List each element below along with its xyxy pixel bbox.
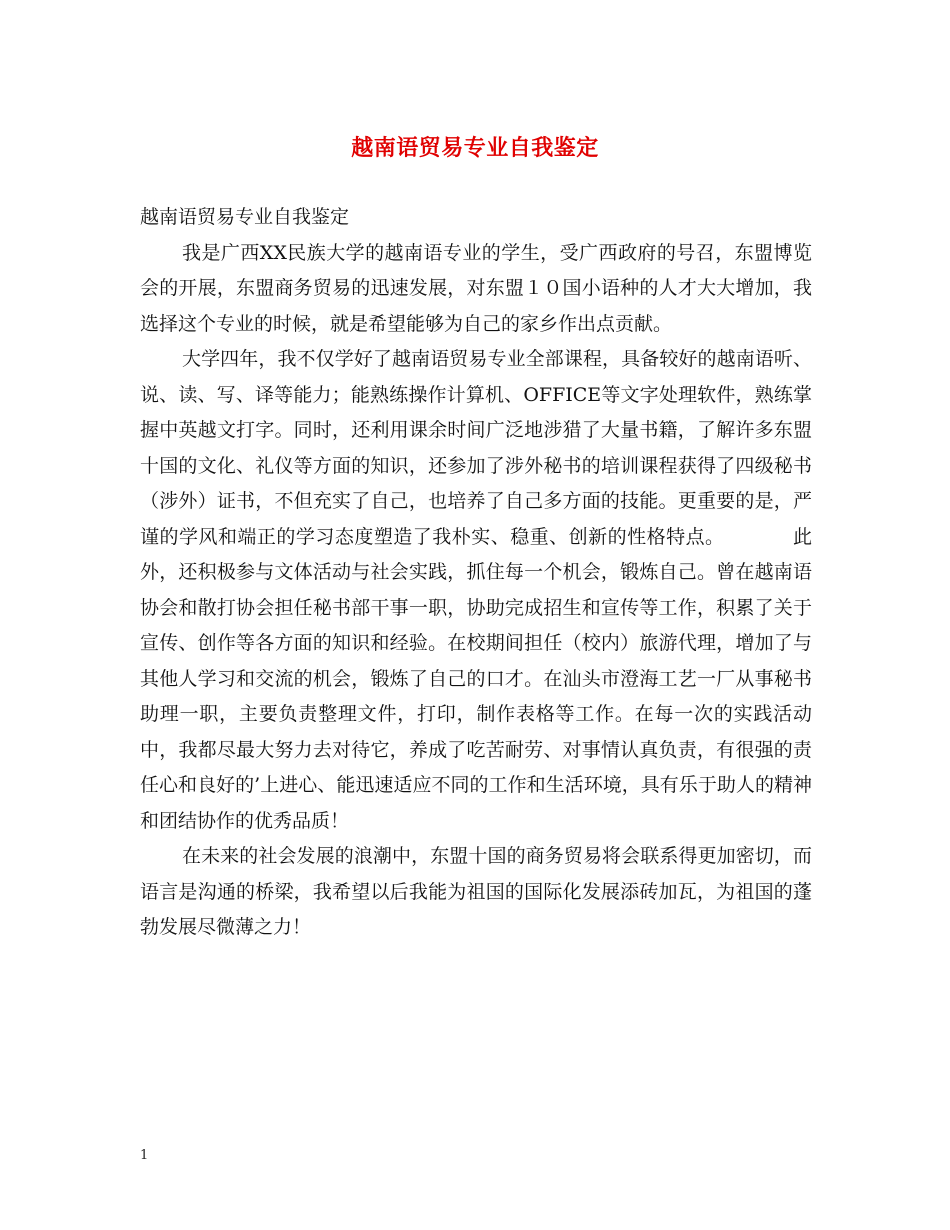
document-subtitle: 越南语贸易专业自我鉴定 [140, 206, 350, 228]
page-number: 1 [140, 1148, 149, 1163]
document-body [140, 200, 812, 946]
paragraph-intro: 我是广西XX民族大学的越南语专业的学生，受广西政府的号召，东盟博览会的开展，东盟商务贸易的迅速发展，对东盟１０国小语种的人才大大增加，我选择这个专业的时候，就是希望能够为自己的家乡作出点贡献。 [140, 241, 812, 335]
document-title: 越南语贸易专业自我鉴定 [351, 135, 599, 161]
paragraph-future: 在未来的社会发展的浪潮中，东盟十国的商务贸易将会联系得更加密切，而语言是沟通的桥梁，我希望以后我能为祖国的国际化发展添砖加瓦，为祖国的蓬勃发展尽微薄之力！ [140, 845, 812, 938]
paragraph-university-experience: 大学四年，我不仅学好了越南语贸易专业全部课程，具备较好的越南语听、说、读、写、译等能力；能熟练操作计算机、OFFICE等文字处理软件，熟练掌握中英越文打字。同时，还利用课余时间广泛地涉猎了大量书籍，了解许多东盟十国的文化、礼仪等方面的知识，还参加了涉外秘书的培训课程获得了四级秘书（涉外）证书，不但充实了自己，也培养了自己多方面的技能。更重要的是，严谨的学风和端正的学习态度塑造了我朴实、稳重、创新的性格特点。 此外，还积极参与文体活动与社会实践，抓住每一个机会，锻炼自己。曾在越南语协会和散打协会担任秘书部干事一职，协助完成招生和宣传等工作，积累了关于宣传、创作等各方面的知识和经验。在校期间担任（校内）旅游代理，增加了与其他人学习和交流的机会，锻炼了自己的口才。在汕头市澄海工艺一厂从事秘书助理一职，主要负责整理文件，打印，制作表格等工作。在每一次的实践活动中，我都尽最大努力去对待它，养成了吃苦耐劳、对事情认真负责，有很强的责任心和良好的’上进心、能迅速适应不同的工作和生活环境，具有乐于助人的精神和团结协作的优秀品质！ [140, 348, 812, 832]
